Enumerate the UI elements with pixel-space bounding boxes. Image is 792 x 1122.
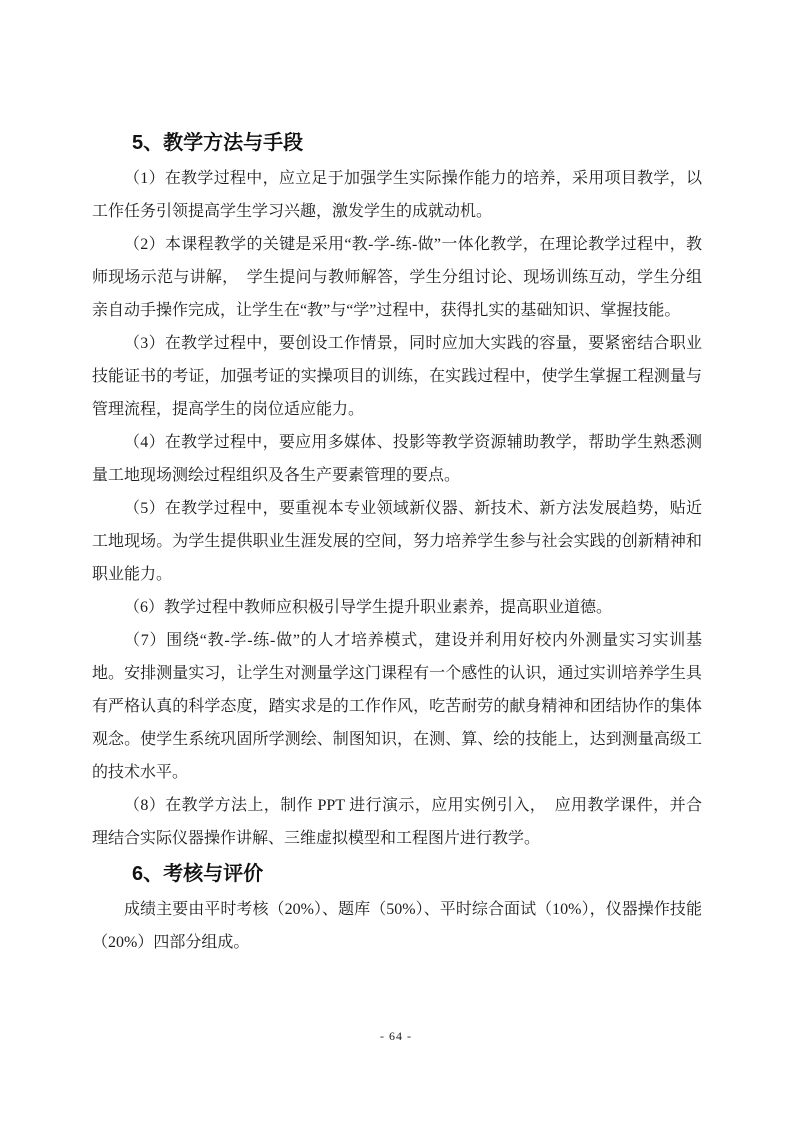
paragraph-1: （1）在教学过程中，应立足于加强学生实际操作能力的培养，采用项目教学，以工作任务引领提高学生学习兴趣，激发学生的成就动机。 (92, 170, 702, 220)
section-assessment (92, 855, 702, 959)
paragraph-7: （7）围绕“教-学-练-做”的人才培养模式，建设并利用好校内外测量实习实训基地。安排测量实习，让学生对测量学这门课程有一个感性的认识，通过实训培养学生具有严格认真的科学态度，踏实求是的工作作风，吃苦耐劳的献身精神和团结协作的集体观念。使学生系统巩固所学测绘、制图知识，在测、算、绘的技能上，达到测量高级工的技术水平。 (92, 632, 702, 781)
paragraph-8: （8）在教学方法上，制作 PPT 进行演示，应用实例引入， 应用教学课件，并合理结合实际仪器操作讲解、三维虚拟模型和工程图片进行教学。 (92, 797, 702, 847)
section-heading-assessment: 6、考核与评价 (132, 863, 264, 885)
page-number: - 64 - (380, 1029, 412, 1043)
paragraph-3: （3）在教学过程中，要创设工作情景，同时应加大实践的容量，要紧密结合职业技能证书的考证，加强考证的实操项目的训练，在实践过程中，使学生掌握工程测量与管理流程，提高学生的岗位适应能力。 (92, 335, 702, 418)
section-heading-teaching-methods: 5、教学方法与手段 (132, 132, 304, 154)
paragraph-4: （4）在教学过程中，要应用多媒体、投影等教学资源辅助教学，帮助学生熟悉测量工地现场测绘过程组织及各生产要素管理的要点。 (92, 434, 702, 484)
paragraph-6: （6）教学过程中教师应积极引导学生提升职业素养，提高职业道德。 (124, 599, 613, 616)
section-teaching-methods (92, 124, 702, 855)
paragraph-5: （5）在教学过程中，要重视本专业领域新仪器、新技术、新方法发展趋势，贴近工地现场。为学生提供职业生涯发展的空间，努力培养学生参与社会实践的创新精神和职业能力。 (92, 500, 702, 583)
paragraph-assessment: 成绩主要由平时考核（20%）、题库（50%）、平时综合面试（10%），仪器操作技能（20%）四部分组成。 (92, 901, 702, 951)
paragraph-2: （2）本课程教学的关键是采用“教-学-练-做”一体化教学，在理论教学过程中，教师现场示范与讲解， 学生提问与教师解答，学生分组讨论、现场训练互动，学生分组亲自动手操作完成，让学生在“教”与“学”过程中，获得扎实的基础知识、掌握技能。 (92, 236, 702, 319)
